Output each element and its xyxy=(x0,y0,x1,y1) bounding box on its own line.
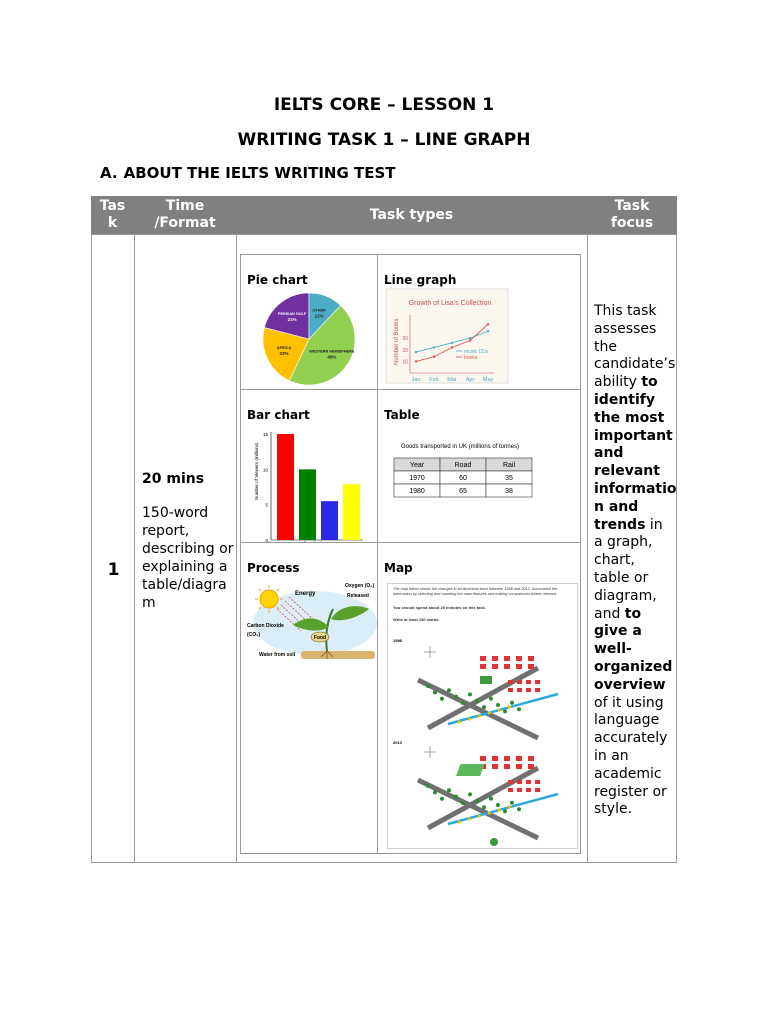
time-value: 20 mins xyxy=(142,471,205,487)
task-cell xyxy=(91,234,135,863)
house-icon xyxy=(508,688,513,692)
pie-slice-value: 21% xyxy=(287,317,297,323)
water-label: Water from soil xyxy=(259,652,296,658)
pie-slice-label: PERSIAN GULF xyxy=(277,312,307,317)
line-ytick: 15 xyxy=(402,347,408,354)
tree-icon xyxy=(517,807,521,811)
header-time-label: Time /Format xyxy=(154,198,216,231)
house-icon xyxy=(528,656,534,661)
co2-label: Carbon Dioxide xyxy=(247,623,284,629)
focus-text-1: This task assesses the candidate’s ability xyxy=(594,303,676,391)
tree-icon xyxy=(461,801,465,805)
focus-text-2: in a graph, chart, table or diagram, and xyxy=(594,516,663,622)
tree-icon xyxy=(489,797,493,801)
house-icon xyxy=(492,764,498,769)
house-icon xyxy=(480,664,486,669)
goods-cell-text: Road xyxy=(454,462,472,469)
line-graph xyxy=(378,255,581,389)
map-panel xyxy=(378,542,581,854)
music-point xyxy=(487,330,489,332)
line-xtick: May xyxy=(482,377,494,383)
tree-icon xyxy=(440,797,444,801)
line-ytick: 10 xyxy=(402,359,408,366)
roundabout-icon xyxy=(490,838,498,846)
house-icon xyxy=(526,680,531,684)
house-icon xyxy=(535,688,540,692)
music-point xyxy=(451,342,453,344)
tree-icon xyxy=(426,684,430,688)
house-icon xyxy=(517,788,522,792)
house-icon xyxy=(504,756,510,761)
header-focus-label: Task focus xyxy=(610,198,654,231)
map-words: Write at least 150 words. xyxy=(393,617,440,622)
pie-chart-panel xyxy=(241,255,378,389)
tree-icon xyxy=(517,707,521,711)
tree-icon xyxy=(454,795,458,799)
house-icon xyxy=(504,664,510,669)
goods-cell-text: Rail xyxy=(502,462,516,469)
tree-icon xyxy=(503,709,507,713)
house-icon xyxy=(516,756,522,761)
bar-chart-panel xyxy=(241,389,378,549)
header-types-label: Task types xyxy=(369,206,454,223)
line-xtick: Feb xyxy=(429,377,439,383)
tree-icon xyxy=(468,792,472,796)
oxygen-label: Oxygen (O₂) xyxy=(345,583,375,589)
header-focus xyxy=(587,196,677,234)
tree-icon xyxy=(426,784,430,788)
pie-chart-label: Pie chart xyxy=(247,273,308,287)
bar-category-label: Rock Practice xyxy=(303,541,327,545)
bar-ylabel: Number of Viewers (millions) xyxy=(254,442,259,500)
house-icon xyxy=(504,656,510,661)
writing-test-table xyxy=(91,196,677,863)
house-icon xyxy=(508,788,513,792)
house-icon xyxy=(535,788,540,792)
focus-bold-1: to identify the most important and relevant informatio n and trends xyxy=(594,374,677,533)
bar-category-label: Documentary xyxy=(268,541,290,545)
soil xyxy=(301,651,375,659)
house-icon xyxy=(526,688,531,692)
town-map-1998 xyxy=(418,646,558,738)
books-point xyxy=(451,346,453,348)
house-icon xyxy=(480,756,486,761)
goods-cell-text: 38 xyxy=(505,488,513,495)
house-icon xyxy=(528,664,534,669)
house-icon xyxy=(517,688,522,692)
books-point xyxy=(487,323,489,325)
pie-slice-value: 45% xyxy=(327,354,337,360)
energy-label: Energy xyxy=(295,591,316,597)
house-icon xyxy=(528,764,534,769)
tree-icon xyxy=(468,692,472,696)
pie-slice-label: AFRICA xyxy=(276,345,292,350)
time-cell xyxy=(134,234,237,863)
tree-icon xyxy=(475,699,479,703)
house-icon xyxy=(508,680,513,684)
pie-slice-label: WESTERN HEMISPHERE xyxy=(309,349,355,354)
pie-chart xyxy=(241,255,378,389)
house-icon xyxy=(526,788,531,792)
house-icon xyxy=(517,780,522,784)
pie-slice-value: 22% xyxy=(279,350,289,356)
tree-icon xyxy=(433,690,437,694)
map-time: You should spend about 20 minutes on this task. xyxy=(393,605,486,610)
house-icon xyxy=(535,780,540,784)
table-panel xyxy=(378,389,581,542)
house-icon xyxy=(492,656,498,661)
photosynthesis-diagram xyxy=(241,543,378,663)
tree-icon xyxy=(461,701,465,705)
tree-icon xyxy=(482,805,486,809)
town-maps xyxy=(388,584,577,848)
goods-cell-text: Year xyxy=(409,462,425,469)
bar xyxy=(277,434,294,540)
goods-table xyxy=(378,390,581,542)
house-icon xyxy=(528,756,534,761)
header-task xyxy=(91,196,134,234)
food-label: Food xyxy=(313,635,327,641)
tree-icon xyxy=(433,790,437,794)
lesson-title: IELTS CORE – LESSON 1 xyxy=(273,95,495,115)
house-icon xyxy=(480,656,486,661)
line-graph-panel xyxy=(378,255,581,389)
tree-icon xyxy=(496,803,500,807)
house-icon xyxy=(508,780,513,784)
tree-icon xyxy=(510,701,514,705)
tree-icon xyxy=(482,705,486,709)
house-icon xyxy=(516,656,522,661)
section-heading xyxy=(100,164,396,182)
bar xyxy=(321,501,338,540)
goods-cell-text: 1980 xyxy=(409,488,425,495)
format-description: 150-word report, describing or explaining a table/diagra m xyxy=(142,505,234,611)
line-xtick: Mar xyxy=(447,377,457,383)
music-point xyxy=(469,337,471,339)
pie-slice-label: OTHER xyxy=(312,308,326,313)
task-number: 1 xyxy=(107,560,120,580)
map-year-1: 1998 xyxy=(393,638,402,643)
header-time xyxy=(134,196,236,234)
tree-icon xyxy=(489,697,493,701)
house-icon xyxy=(517,680,522,684)
line-ytick: 20 xyxy=(402,336,408,343)
legend-music: music CDs xyxy=(464,349,489,355)
task-types-grid xyxy=(240,254,581,854)
goods-cell-text: 35 xyxy=(505,475,513,482)
map-year-2: 2013 xyxy=(393,740,402,745)
bar-ytick: 15 xyxy=(262,432,268,437)
tree-icon xyxy=(440,697,444,701)
released-label: Released xyxy=(347,593,369,599)
park xyxy=(456,764,484,776)
house-icon xyxy=(516,664,522,669)
line-graph-label: Line graph xyxy=(384,273,457,287)
header-types xyxy=(236,196,587,234)
music-point xyxy=(415,351,417,353)
house-icon xyxy=(492,756,498,761)
tree-icon xyxy=(454,695,458,699)
line-graph-title: Growth of Lisa's Collection xyxy=(408,300,492,307)
goods-cell-text: 60 xyxy=(459,475,467,482)
house-icon xyxy=(516,764,522,769)
map-label: Map xyxy=(384,561,413,575)
goods-cell-text: 65 xyxy=(459,488,467,495)
bar-chart: Number of Viewers (millions) 151050 DocumentaryComedyRock PracticeThe Bill xyxy=(241,390,378,542)
music-point xyxy=(433,346,435,348)
map-task-sheet xyxy=(387,583,578,849)
house-icon xyxy=(492,664,498,669)
farm xyxy=(480,676,492,684)
bar-chart-label: Bar chart xyxy=(247,408,310,422)
focus-text-3: of it using language accurately in an academic register or style. xyxy=(594,694,668,818)
process-label: Process xyxy=(247,561,300,575)
sun-icon xyxy=(260,590,278,608)
co2-formula-label: (CO₂) xyxy=(247,632,261,638)
tree-icon xyxy=(496,703,500,707)
bar xyxy=(343,484,360,540)
line-xtick: Jan xyxy=(411,377,421,383)
tree-icon xyxy=(475,799,479,803)
bar-ytick: 5 xyxy=(265,502,268,508)
tree-icon xyxy=(447,788,451,792)
goods-table-title: Goods transported in UK (millions of tonnes) xyxy=(400,444,520,450)
line-xtick: Apr xyxy=(465,377,475,383)
section-title: ABOUT THE IELTS WRITING TEST xyxy=(123,164,396,182)
map-intro: The map below shows the changes in an American town between 1998 and 2013. Summarise the information by selecting and reporting the main features and making comparisons where relevant. xyxy=(393,587,558,596)
house-icon xyxy=(504,764,510,769)
tree-icon xyxy=(447,688,451,692)
books-point xyxy=(469,339,471,341)
house-icon xyxy=(535,680,540,684)
bar xyxy=(299,469,316,540)
tree-icon xyxy=(510,801,514,805)
pie-slice-value: 12% xyxy=(314,313,324,319)
goods-cell-text: 1970 xyxy=(409,475,425,482)
bar-ytick: 10 xyxy=(262,467,268,473)
header-task-label: Tas k xyxy=(99,198,126,231)
line-graph-ylabel: Number of Books xyxy=(394,318,400,365)
bar-ytick: 0 xyxy=(265,538,268,543)
focus-bold-2: to give a well-organized overview xyxy=(594,605,673,693)
books-point xyxy=(415,360,417,362)
books-point xyxy=(433,356,435,358)
section-number: A. xyxy=(100,164,118,182)
tree-icon xyxy=(503,809,507,813)
lesson-subtitle: WRITING TASK 1 – LINE GRAPH xyxy=(237,130,531,150)
house-icon xyxy=(526,780,531,784)
town-map-2013 xyxy=(418,746,558,846)
process-panel xyxy=(241,542,378,854)
legend-books: books xyxy=(464,355,478,361)
road xyxy=(428,768,538,828)
task-focus-text xyxy=(594,303,677,819)
table-label: Table xyxy=(384,408,420,422)
